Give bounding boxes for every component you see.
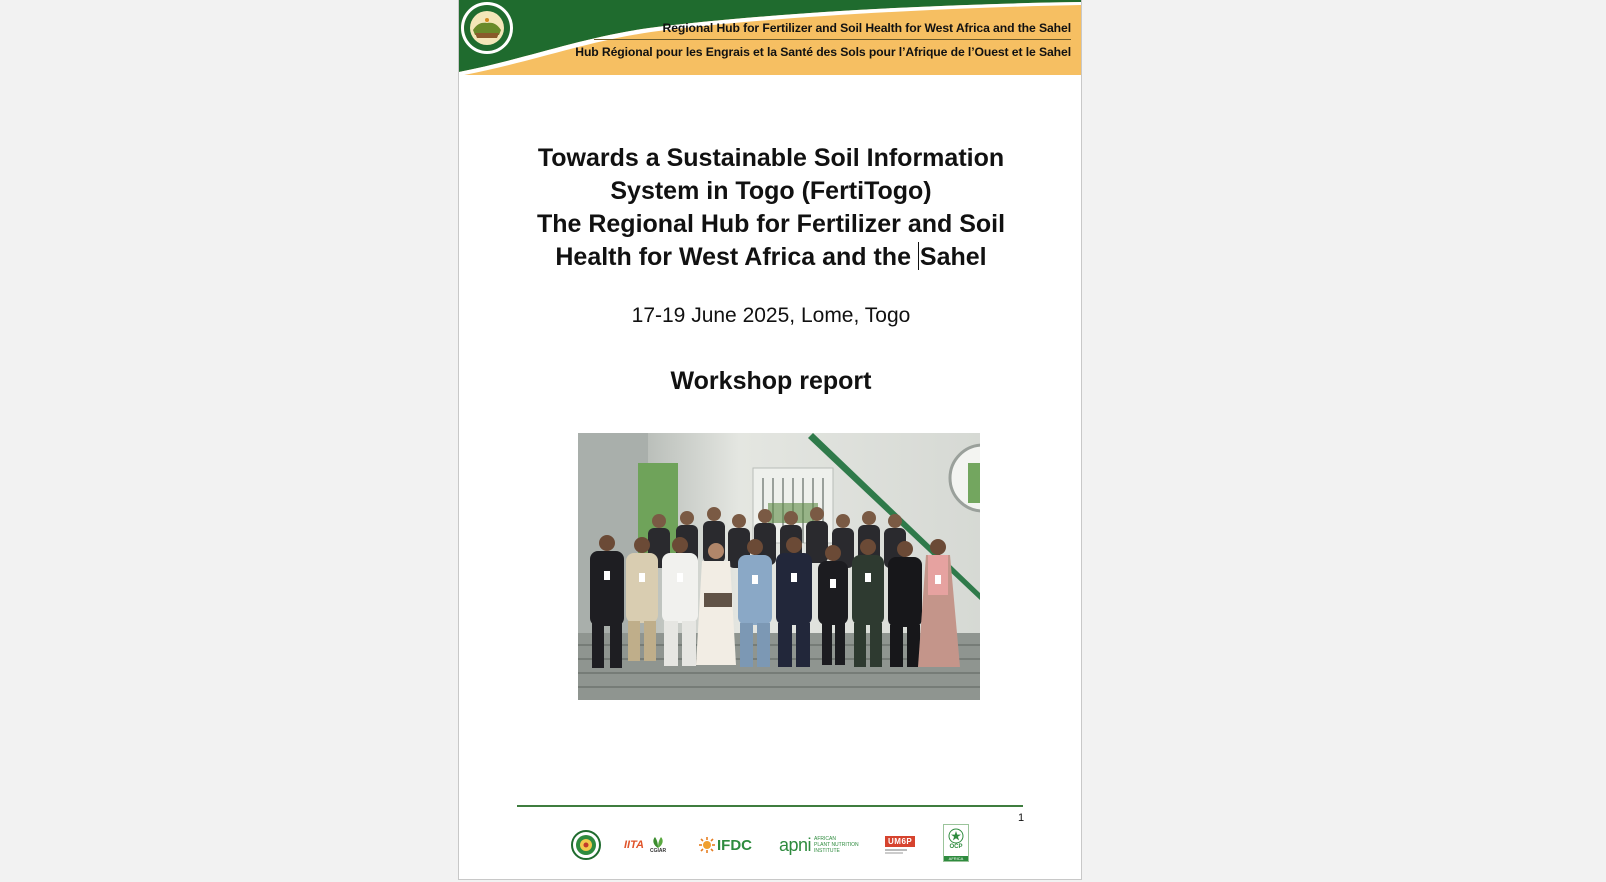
cgiar-leaf-icon bbox=[651, 836, 665, 848]
ocp-logo bbox=[943, 824, 969, 862]
event-date: 17-19 June 2025, Lome, Togo bbox=[631, 304, 911, 327]
title-line: The Regional Hub for Fertilizer and Soil bbox=[536, 210, 1006, 238]
partner-logo-apni bbox=[779, 826, 859, 864]
ocp-africa-label: AFRICA bbox=[944, 856, 968, 861]
ocp-star-icon bbox=[948, 828, 964, 844]
ifdc-sun-icon bbox=[699, 837, 715, 853]
header-title-en: Regional Hub for Fertilizer and Soil Health for West Africa and the Sahel bbox=[662, 21, 1071, 35]
header-background bbox=[459, 0, 1082, 75]
cgiar-logo bbox=[650, 836, 666, 854]
apni-subtitle-line: INSTITUTE bbox=[814, 848, 840, 854]
um6p-wordmark: UM6P bbox=[885, 836, 915, 847]
title-line-text: Health for West Africa and the bbox=[555, 243, 918, 271]
partner-logo-ocp bbox=[943, 824, 969, 862]
group-photo bbox=[578, 433, 980, 700]
ifdc-wordmark: IFDC bbox=[717, 836, 752, 854]
iita-wordmark: IITA bbox=[624, 839, 644, 851]
title-line: System in Togo (FertiTogo) bbox=[610, 177, 932, 205]
page-number: 1 bbox=[1018, 812, 1025, 824]
header-title-fr: Hub Régional pour les Engrais et la Santé des Sols pour l’Afrique de l’Ouest et le Sahel bbox=[575, 45, 1071, 59]
apni-subtitle-line: PLANT NUTRITION bbox=[814, 842, 859, 848]
header-banner bbox=[459, 0, 1082, 75]
header-divider bbox=[594, 39, 1071, 40]
footer-divider bbox=[517, 805, 1023, 807]
title-last-word: Sahel bbox=[919, 243, 987, 271]
partner-logo-ecowas bbox=[571, 826, 601, 864]
partner-logo-iita bbox=[624, 826, 666, 864]
document-page bbox=[458, 0, 1082, 880]
title-line: Towards a Sustainable Soil Information bbox=[537, 144, 1005, 172]
report-label: Workshop report bbox=[670, 367, 872, 395]
apni-wordmark: apni bbox=[779, 834, 812, 855]
title-line bbox=[519, 241, 1023, 274]
document-title[interactable] bbox=[519, 142, 1023, 274]
um6p-underline bbox=[885, 849, 907, 851]
apni-subtitle bbox=[814, 836, 859, 854]
um6p-logo bbox=[885, 836, 915, 854]
regional-hub-logo-icon bbox=[459, 0, 515, 56]
um6p-underline bbox=[885, 852, 903, 854]
partner-logo-ifdc bbox=[699, 826, 752, 864]
cgiar-wordmark: CGIAR bbox=[649, 848, 667, 854]
ecowas-seal-icon bbox=[571, 830, 601, 860]
ocp-wordmark: OCP bbox=[949, 844, 963, 850]
apni-subtitle-line: AFRICAN bbox=[814, 836, 836, 842]
text-cursor bbox=[918, 242, 919, 270]
group-photo-image bbox=[578, 433, 980, 700]
partner-logo-um6p bbox=[885, 826, 915, 864]
